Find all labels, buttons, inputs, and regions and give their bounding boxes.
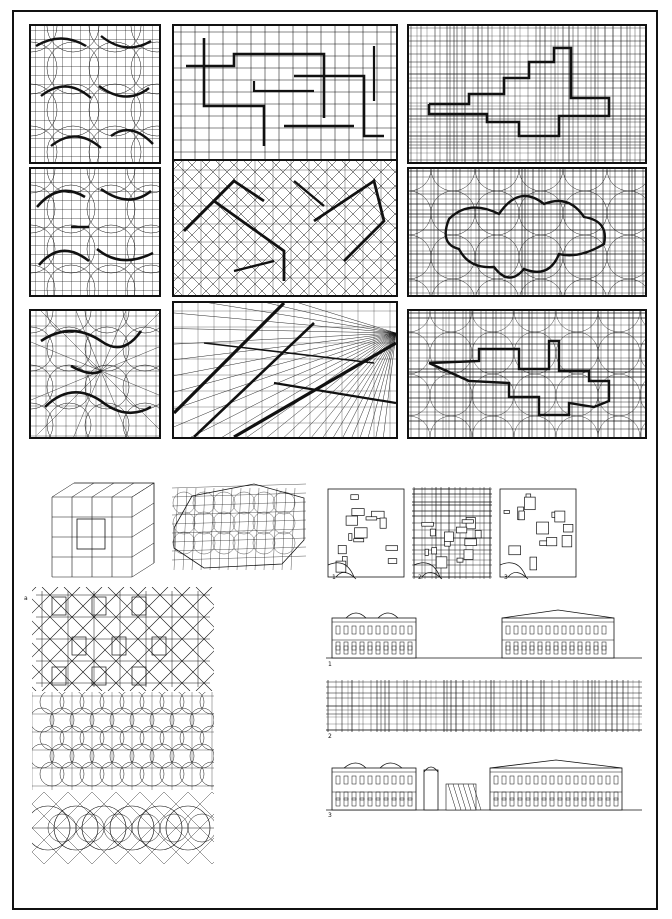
- drawing-sheet: [12, 10, 658, 910]
- site-plan-2: [412, 487, 494, 582]
- wireframe-box-drawing: [32, 469, 160, 587]
- wireframe-hexprism-drawing: [164, 478, 312, 574]
- panel-svg-r2c1: [31, 169, 159, 295]
- circle-hex-lattice-drawing: [32, 692, 214, 790]
- site-plan-2-svg: [412, 487, 494, 582]
- wireframe-hexprism-svg: [164, 478, 312, 574]
- drawing-panel-r1c2: [172, 24, 398, 164]
- drawing-panel-r2c1: [29, 167, 161, 297]
- street-elevation-3: [326, 754, 642, 812]
- panel-svg-r3c1: [31, 311, 159, 437]
- panel-svg-r3c2: [174, 303, 396, 437]
- plan-mark-3: 3: [504, 574, 508, 581]
- circle-ring-lattice-svg: [32, 792, 214, 864]
- drawing-panel-r2c3: [407, 167, 647, 297]
- circle-ring-lattice-drawing: [32, 792, 214, 864]
- drawing-panel-r3c2: [172, 301, 398, 439]
- panel-svg-r1c2: [174, 26, 396, 162]
- site-plan-3: [498, 487, 580, 582]
- elevation-mark-3: 3: [328, 812, 332, 819]
- street-elevation-1-svg: [326, 602, 642, 660]
- drawing-panel-r3c1: [29, 309, 161, 439]
- panel-svg-r3c3: [409, 311, 645, 437]
- panel-svg-r2c2: [174, 161, 396, 295]
- site-plan-1: [326, 487, 408, 582]
- street-elevation-2: [326, 680, 642, 732]
- plan-mark-2: 2: [418, 574, 422, 581]
- drawing-panel-r1c1: [29, 24, 161, 164]
- street-elevation-3-svg: [326, 754, 642, 812]
- plan-mark-1: 1: [332, 574, 336, 581]
- circle-hex-lattice-svg: [32, 692, 214, 790]
- site-plan-1-svg: [326, 487, 408, 582]
- wireframe-box-svg: [32, 469, 160, 587]
- elevation-mark-1: 1: [328, 661, 332, 668]
- star-lattice-drawing: [32, 587, 214, 691]
- drawing-panel-r1c3: [407, 24, 647, 164]
- panel-svg-r1c1: [31, 26, 159, 162]
- street-elevation-1: [326, 602, 642, 660]
- site-plan-3-svg: [498, 487, 580, 582]
- lattice-mark-a: a: [24, 595, 28, 602]
- drawing-panel-r3c3: [407, 309, 647, 439]
- star-lattice-svg: [32, 587, 214, 691]
- elevation-mark-2: 2: [328, 733, 332, 740]
- panel-svg-r2c3: [409, 169, 645, 295]
- drawing-panel-r2c2: [172, 159, 398, 297]
- panel-svg-r1c3: [409, 26, 645, 162]
- street-elevation-2-svg: [326, 680, 642, 732]
